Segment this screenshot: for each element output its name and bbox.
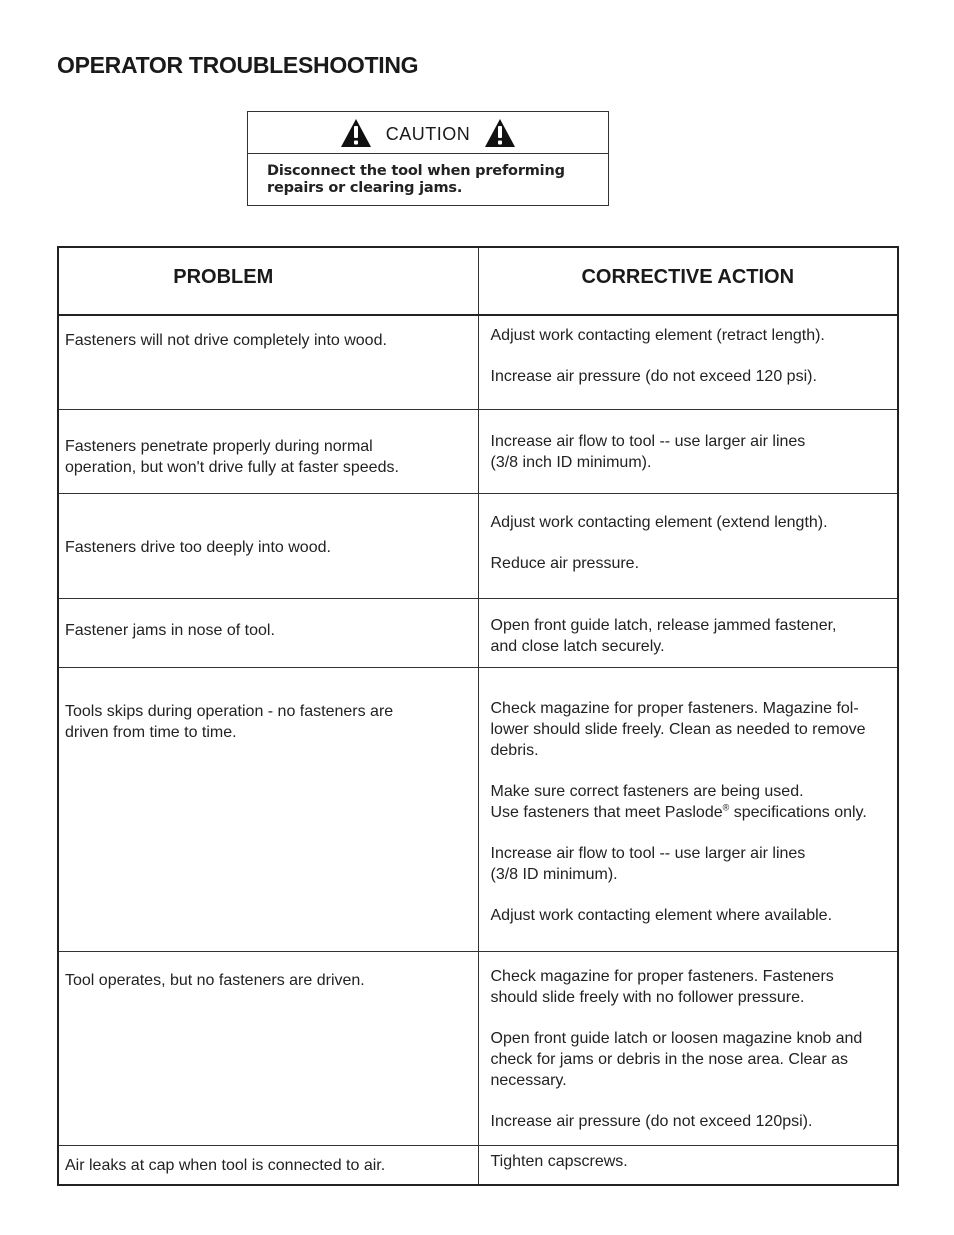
- corrective-action-text: [491, 905, 896, 926]
- caution-message: [248, 154, 608, 197]
- corrective-action-text: [491, 1151, 896, 1172]
- corrective-action-text: [491, 966, 896, 1008]
- action-line: debris.: [490, 741, 539, 759]
- problem-cell: [58, 1145, 478, 1185]
- corrective-action-cell: [478, 1145, 898, 1185]
- corrective-action-cell: [478, 493, 898, 598]
- paslode-spec-line: [491, 804, 867, 821]
- action-line: Tighten capscrews.: [490, 1152, 628, 1170]
- problem-line: Fasteners penetrate properly during normal: [65, 437, 373, 455]
- problem-cell: [58, 598, 478, 667]
- problem-line: Tool operates, but no fasteners are driven.: [65, 971, 365, 989]
- action-line: check for jams or debris in the nose area. Clear as: [490, 1050, 848, 1068]
- action-line: (3/8 inch ID minimum).: [490, 453, 652, 471]
- problem-cell: [58, 951, 478, 1145]
- caution-message-line: repairs or clearing jams.: [267, 180, 463, 196]
- problem-cell: [58, 493, 478, 598]
- corrective-action-text: [491, 431, 896, 473]
- problem-cell: [58, 667, 478, 951]
- corrective-action-text: [491, 1028, 896, 1091]
- corrective-action-text: [491, 698, 896, 761]
- problem-line: Fastener jams in nose of tool.: [65, 621, 275, 639]
- warning-triangle-icon: [340, 118, 372, 148]
- action-line: Open front guide latch or loosen magazine knob and: [490, 1029, 863, 1047]
- corrective-action-cell: [478, 951, 898, 1145]
- corrective-action-header: CORRECTIVE ACTION: [478, 247, 898, 315]
- action-line: should slide freely with no follower pressure.: [490, 988, 805, 1006]
- problem-text: [65, 1155, 478, 1176]
- problem-line: driven from time to time.: [65, 723, 237, 741]
- corrective-action-cell: [478, 667, 898, 951]
- corrective-action-cell: [478, 315, 898, 409]
- action-line: and close latch securely.: [490, 637, 665, 655]
- action-line: Use fasteners that meet Paslode: [490, 803, 723, 821]
- action-line: Reduce air pressure.: [490, 554, 640, 572]
- action-line: Open front guide latch, release jammed fastener,: [490, 616, 837, 634]
- table-row: [58, 598, 898, 667]
- problem-line: Tools skips during operation - no fasteners are: [65, 702, 394, 720]
- table-row: [58, 667, 898, 951]
- problem-line: Air leaks at cap when tool is connected to air.: [65, 1156, 386, 1174]
- action-line: specifications only.: [729, 803, 867, 821]
- corrective-action-text: [491, 1111, 896, 1132]
- table-row: [58, 409, 898, 493]
- action-line: Adjust work contacting element where available.: [490, 906, 833, 924]
- problem-text: [65, 537, 478, 558]
- problem-cell: [58, 315, 478, 409]
- table-row: [58, 1145, 898, 1185]
- action-line: Make sure correct fasteners are being used.: [490, 782, 804, 800]
- caution-label: CAUTION: [385, 124, 471, 144]
- corrective-action-cell: [478, 598, 898, 667]
- corrective-action-text: [491, 512, 896, 533]
- corrective-action-cell: [478, 409, 898, 493]
- table-row: [58, 951, 898, 1145]
- corrective-action-text: [491, 615, 896, 657]
- problem-text: [65, 620, 478, 641]
- corrective-action-text: [491, 325, 896, 346]
- warning-triangle-icon: [484, 118, 516, 148]
- problem-line: Fasteners will not drive completely into wood.: [65, 332, 387, 349]
- table-header-row: [58, 247, 898, 315]
- action-line: Increase air flow to tool -- use larger air lines: [490, 432, 806, 450]
- problem-header: PROBLEM: [58, 247, 478, 315]
- action-line: Adjust work contacting element (extend length).: [490, 513, 828, 531]
- action-line: Increase air pressure (do not exceed 120psi).: [490, 1112, 813, 1130]
- caution-box: [247, 111, 609, 206]
- table-row: [58, 493, 898, 598]
- action-line: Increase air pressure (do not exceed 120 psi).: [490, 368, 817, 385]
- registered-mark: ®: [722, 802, 730, 813]
- problem-line: Fasteners drive too deeply into wood.: [65, 538, 331, 556]
- problem-text: [65, 330, 478, 351]
- action-line: Increase air flow to tool -- use larger air lines: [490, 844, 806, 862]
- problem-text: [65, 970, 478, 991]
- action-line: Check magazine for proper fasteners. Magazine fol-: [490, 699, 859, 717]
- page-title: OPERATOR TROUBLESHOOTING: [57, 52, 419, 78]
- table-row: [58, 315, 898, 409]
- action-line: Check magazine for proper fasteners. Fasteners: [490, 967, 834, 985]
- problem-line: operation, but won't drive fully at faster speeds.: [65, 458, 399, 476]
- corrective-action-text: [491, 781, 896, 823]
- problem-text: [65, 436, 478, 478]
- caution-header: [248, 112, 608, 154]
- problem-cell: [58, 409, 478, 493]
- action-line: Adjust work contacting element (retract length).: [490, 327, 825, 344]
- problem-text: [65, 701, 478, 743]
- action-line: lower should slide freely. Clean as needed to remove: [490, 720, 866, 738]
- action-line: (3/8 ID minimum).: [490, 865, 618, 883]
- troubleshooting-table: [57, 246, 899, 1186]
- action-line: necessary.: [490, 1071, 567, 1089]
- corrective-action-text: [491, 366, 896, 387]
- corrective-action-text: [491, 553, 896, 574]
- caution-message-line: Disconnect the tool when preforming: [267, 163, 565, 179]
- corrective-action-text: [491, 843, 896, 885]
